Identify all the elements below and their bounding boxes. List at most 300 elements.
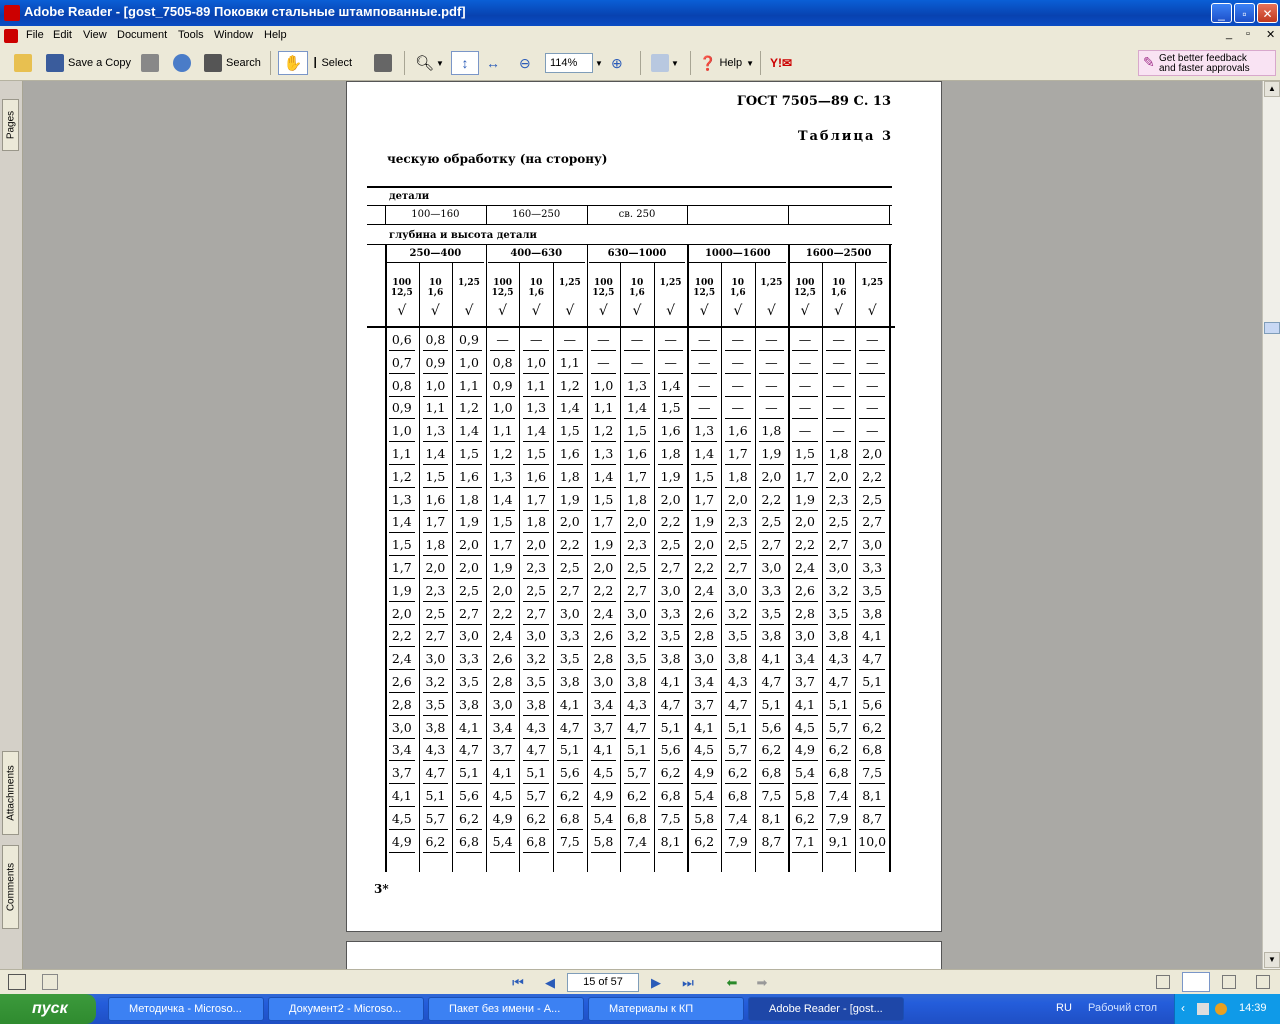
tab-comments[interactable] <box>2 845 19 929</box>
table-cell: 1,8 <box>559 468 580 484</box>
menu-edit[interactable]: Edit <box>53 29 72 41</box>
table-cell: 7,4 <box>828 788 849 803</box>
cell-underline <box>523 852 549 853</box>
hand-icon: ✋ <box>283 55 303 72</box>
cell-underline <box>423 852 449 853</box>
table-cell: 2,2 <box>694 560 715 575</box>
cell-underline <box>792 350 818 351</box>
cell-underline <box>591 669 617 670</box>
cell-underline <box>523 373 549 374</box>
table-cell: 4,7 <box>828 674 849 689</box>
cell-underline <box>490 418 516 419</box>
cell-underline <box>557 669 583 670</box>
cell-underline <box>490 760 516 761</box>
table-cell: 2,7 <box>862 514 883 530</box>
table-cell: 3,5 <box>425 696 446 712</box>
table-cell: — <box>697 377 711 393</box>
table-cell: — <box>731 354 745 370</box>
cell-underline <box>725 669 751 670</box>
table-cell: 1,6 <box>660 423 681 439</box>
close-button[interactable]: ✕ <box>1257 3 1278 23</box>
sub-column-header: 12,5 <box>390 288 413 298</box>
last-page-button[interactable]: ⏭ <box>682 975 694 990</box>
rotate-button[interactable] <box>651 51 679 75</box>
cell-underline <box>523 646 549 647</box>
cell-underline <box>490 510 516 511</box>
zoom-out-button[interactable] <box>519 51 531 75</box>
table-cell: 7,5 <box>660 810 681 826</box>
cell-underline <box>389 852 415 853</box>
table-cell: 1,1 <box>492 423 513 439</box>
cell-underline <box>490 715 516 716</box>
table-cell: 0,9 <box>391 400 412 416</box>
cell-underline <box>859 715 885 716</box>
cell-underline <box>591 510 617 511</box>
taskbar-item-word1[interactable]: Методичка - Microso... <box>108 997 264 1021</box>
table-cell: 1,7 <box>795 468 815 484</box>
taskbar-item-adobe[interactable]: Adobe Reader - [gost... <box>748 997 904 1021</box>
table-cell: 3,0 <box>727 582 748 598</box>
table-rule <box>689 262 786 263</box>
table-cell: 2,0 <box>627 514 647 530</box>
title-bar <box>0 0 1280 26</box>
table-cell: 2,4 <box>694 582 715 598</box>
print-icon <box>141 54 159 72</box>
table-cell: 4,3 <box>627 696 647 712</box>
zoom-in-tool-button[interactable] <box>415 51 444 75</box>
taskbar-item-word2[interactable]: Документ2 - Microso... <box>268 997 424 1021</box>
table-cell: 5,1 <box>559 742 580 758</box>
cell-underline <box>759 555 785 556</box>
table-cell: 4,9 <box>492 810 513 826</box>
table-cell: 1,6 <box>526 468 547 484</box>
cell-underline <box>725 464 751 465</box>
table-cell: 5,6 <box>559 765 580 781</box>
row-label: глубина и высота детали <box>389 230 537 241</box>
status-bar <box>0 969 1280 995</box>
panel-toggle-icon[interactable] <box>8 974 26 990</box>
cell-underline <box>557 783 583 784</box>
column-group-label: 1000—1600 <box>704 248 771 259</box>
cell-underline <box>523 829 549 830</box>
table-cell: 3,5 <box>727 628 748 644</box>
table-cell: 1,3 <box>526 400 547 416</box>
go-forward-button[interactable]: ➡ <box>756 975 768 990</box>
column-group-label: 100—160 <box>411 209 460 220</box>
table-cell: 1,5 <box>459 446 479 461</box>
cell-underline <box>691 487 717 488</box>
menu-document[interactable]: Document <box>117 29 168 41</box>
menu-help[interactable]: Help <box>264 29 287 41</box>
cell-underline <box>859 373 885 374</box>
table-cell: 7,5 <box>862 765 883 781</box>
table-cell: 2,5 <box>862 491 883 507</box>
cell-underline <box>456 692 482 693</box>
single-page-icon[interactable] <box>1156 975 1170 989</box>
cell-underline <box>725 829 751 830</box>
cell-underline <box>691 601 717 602</box>
cell-underline <box>557 464 583 465</box>
table-cell: 2,2 <box>391 628 412 644</box>
cell-underline <box>591 578 617 579</box>
snapshot-button[interactable] <box>374 51 392 75</box>
table-cell: 4,1 <box>862 628 883 644</box>
table-label: Таблица 3 <box>797 129 893 144</box>
table-cell: 2,8 <box>694 628 715 644</box>
start-button[interactable]: пуск <box>0 994 96 1024</box>
cell-underline <box>792 829 818 830</box>
cell-underline <box>859 646 885 647</box>
cell-underline <box>826 692 852 693</box>
table-divider <box>687 205 688 224</box>
scroll-thumb[interactable] <box>1264 322 1280 334</box>
cell-underline <box>624 578 650 579</box>
table-cell: 4,1 <box>660 674 681 689</box>
cell-underline <box>859 487 885 488</box>
tray-arrow-icon[interactable]: ‹ <box>1181 1001 1185 1015</box>
tab-pages-label: Pages <box>5 110 16 140</box>
binoculars-icon <box>204 54 222 72</box>
document-viewport[interactable] <box>23 81 1262 969</box>
table-cell: 1,5 <box>627 423 647 439</box>
email-button[interactable] <box>173 51 191 75</box>
sub-column-header: 12,5 <box>592 288 615 298</box>
desktop-toolbar[interactable]: Рабочий стол <box>1088 1002 1158 1014</box>
table-cell: 4,1 <box>559 696 580 712</box>
menu-window[interactable]: Window <box>214 29 254 41</box>
table-cell: 3,5 <box>761 605 782 621</box>
cell-underline <box>624 464 650 465</box>
toolbar-separator <box>270 51 271 75</box>
facing-icon[interactable] <box>1256 975 1270 989</box>
table-cell: 3,0 <box>559 605 580 621</box>
cell-underline <box>759 487 785 488</box>
vertical-scrollbar[interactable] <box>1262 81 1280 969</box>
select-tool-button[interactable] <box>313 51 352 75</box>
cell-underline <box>490 601 516 602</box>
table-cell: 6,2 <box>425 833 446 849</box>
cell-underline <box>624 646 650 647</box>
table-cell: 1,8 <box>660 446 681 461</box>
cell-underline <box>759 760 785 761</box>
cell-underline <box>591 350 617 351</box>
table-cell: 3,2 <box>526 651 547 667</box>
sub-column-header: 100 <box>694 278 714 288</box>
cell-underline <box>691 715 717 716</box>
table-cell: 2,5 <box>828 514 849 530</box>
menu-view[interactable]: View <box>83 29 107 41</box>
table-cell: — <box>697 354 711 370</box>
table-cell: 4,1 <box>459 719 479 735</box>
next-page-button[interactable]: ▶ <box>651 975 661 990</box>
taskbar-item-package[interactable]: Пакет без имени - А... <box>428 997 584 1021</box>
table-cell: 1,6 <box>627 446 647 461</box>
tab-pages[interactable] <box>2 99 19 151</box>
cell-underline <box>389 601 415 602</box>
document-icon[interactable] <box>4 29 18 43</box>
cell-underline <box>624 624 650 625</box>
table-cell: 6,8 <box>459 833 479 849</box>
table-cell: 5,7 <box>828 719 849 735</box>
page-footer: 3* <box>374 882 389 896</box>
table-rule <box>367 224 892 225</box>
table-cell: 6,8 <box>627 810 647 826</box>
cell-underline <box>658 852 684 853</box>
table-cell: 4,7 <box>660 696 681 712</box>
cell-underline <box>759 624 785 625</box>
cell-underline <box>389 464 415 465</box>
cell-underline <box>759 532 785 533</box>
search-label: Search <box>226 57 261 69</box>
table-cell: 9,1 <box>828 833 849 849</box>
cell-underline <box>658 464 684 465</box>
table-cell: — <box>664 332 677 347</box>
column-group-label: 250—400 <box>409 248 462 259</box>
table-cell: 3,2 <box>727 605 748 621</box>
browser-icon[interactable] <box>1215 1003 1227 1015</box>
table-caption: ческую обработку (на сторону) <box>387 152 608 166</box>
table-cell: — <box>765 377 778 393</box>
taskbar-item-folder[interactable]: Материалы к КП <box>588 997 744 1021</box>
zoom-input[interactable]: 114% <box>545 53 593 73</box>
table-divider <box>889 244 891 872</box>
feedback-banner[interactable] <box>1138 50 1276 76</box>
table-cell: 2,2 <box>795 537 815 553</box>
cell-underline <box>826 624 852 625</box>
cell-underline <box>859 396 885 397</box>
table-rule <box>387 262 484 263</box>
scroll-down-arrow[interactable]: ▼ <box>1264 952 1280 968</box>
cell-underline <box>624 510 650 511</box>
sub-column-header: 100 <box>593 278 613 288</box>
maximize-button[interactable]: ▫ <box>1234 3 1255 23</box>
table-cell: 5,4 <box>492 833 513 849</box>
table-cell: 1,2 <box>459 400 479 416</box>
table-cell: 1,1 <box>593 400 614 416</box>
table-cell: 2,0 <box>459 560 479 575</box>
doc-close-button[interactable]: ✕ <box>1266 29 1276 41</box>
sub-column-header: 1,25 <box>861 278 884 288</box>
page-icon[interactable] <box>42 974 58 990</box>
fit-width-button[interactable] <box>486 51 500 75</box>
first-page-button[interactable]: ⏮ <box>512 975 524 990</box>
table-cell: 1,7 <box>694 491 715 507</box>
cell-underline <box>490 738 516 739</box>
cell-underline <box>557 373 583 374</box>
table-cell: 6,2 <box>559 788 580 803</box>
cell-underline <box>389 510 415 511</box>
chevron-down-icon: ▼ <box>746 58 754 68</box>
sub-column-header: 1,25 <box>558 278 581 288</box>
zoom-in-button[interactable] <box>611 51 623 75</box>
table-cell: 2,0 <box>526 537 547 553</box>
table-cell: — <box>798 423 812 439</box>
table-cell: 4,9 <box>694 765 715 781</box>
cell-underline <box>490 852 516 853</box>
table-cell: 7,4 <box>627 833 647 849</box>
page-header: ГОСТ 7505—89 С. 13 <box>736 94 891 109</box>
table-cell: 5,8 <box>593 833 614 849</box>
roughness-icon: √ <box>565 303 575 319</box>
table-cell: 1,5 <box>795 446 815 461</box>
table-cell: 2,0 <box>559 514 580 530</box>
open-button[interactable] <box>14 51 32 75</box>
table-cell: 4,7 <box>727 696 748 712</box>
cell-underline <box>523 715 549 716</box>
table-cell: — <box>765 400 778 416</box>
table-cell: 1,2 <box>559 377 580 393</box>
yahoo-button[interactable] <box>770 51 792 75</box>
table-cell: 1,0 <box>391 423 412 439</box>
window-title: Adobe Reader - [gost_7505-89 Поковки стальные штампованные.pdf] <box>24 4 466 19</box>
language-indicator[interactable]: RU <box>1056 1002 1072 1014</box>
cell-underline <box>423 829 449 830</box>
scroll-up-arrow[interactable]: ▲ <box>1264 81 1280 97</box>
roughness-icon: √ <box>598 303 608 319</box>
minimize-button[interactable]: _ <box>1211 3 1232 23</box>
cell-underline <box>389 715 415 716</box>
print-button[interactable] <box>141 51 159 75</box>
cell-underline <box>389 555 415 556</box>
table-cell: 5,8 <box>795 788 815 803</box>
cell-underline <box>423 669 449 670</box>
table-cell: 1,7 <box>727 446 748 461</box>
cell-underline <box>523 418 549 419</box>
cell-underline <box>658 350 684 351</box>
save-icon <box>46 54 64 72</box>
table-cell: 1,5 <box>694 468 715 484</box>
table-cell: 3,8 <box>862 605 883 621</box>
cell-underline <box>591 418 617 419</box>
table-cell: 2,7 <box>660 560 681 575</box>
hand-tool-button[interactable] <box>278 51 308 75</box>
cell-underline <box>456 441 482 442</box>
zoom-dropdown[interactable] <box>595 51 603 75</box>
cell-underline <box>759 464 785 465</box>
table-cell: 1,9 <box>761 446 782 461</box>
cell-underline <box>826 510 852 511</box>
cell-underline <box>658 487 684 488</box>
table-cell: 6,2 <box>694 833 715 849</box>
cell-underline <box>658 624 684 625</box>
table-cell: — <box>765 354 778 370</box>
table-cell: 6,8 <box>660 788 681 803</box>
table-cell: — <box>697 400 711 416</box>
cell-underline <box>826 829 852 830</box>
roughness-icon: √ <box>867 303 877 319</box>
cell-underline <box>523 396 549 397</box>
table-cell: 1,3 <box>391 491 412 507</box>
continuous-icon[interactable] <box>1182 972 1210 992</box>
cell-underline <box>792 396 818 397</box>
cell-underline <box>624 396 650 397</box>
email-icon <box>173 54 191 72</box>
row-label: детали <box>389 191 430 202</box>
pen-icon: ✎ <box>1143 54 1155 70</box>
save-copy-label: Save a Copy <box>68 57 131 69</box>
tab-comments-label: Comments <box>5 862 16 912</box>
cell-underline <box>456 715 482 716</box>
table-cell: 2,0 <box>862 446 883 461</box>
cell-underline <box>389 669 415 670</box>
table-cell: 3,5 <box>828 605 849 621</box>
cell-underline <box>859 806 885 807</box>
cell-underline <box>423 738 449 739</box>
cell-underline <box>389 760 415 761</box>
cell-underline <box>792 715 818 716</box>
cell-underline <box>691 555 717 556</box>
table-cell: 1,6 <box>727 423 748 439</box>
menu-file[interactable]: File <box>26 29 44 41</box>
search-button[interactable] <box>204 51 261 75</box>
cell-underline <box>557 692 583 693</box>
cell-underline <box>523 487 549 488</box>
tab-attachments[interactable] <box>2 751 19 835</box>
table-cell: 1,8 <box>727 468 748 484</box>
help-button[interactable] <box>699 51 754 75</box>
table-cell: 3,7 <box>795 674 815 689</box>
cell-underline <box>456 578 482 579</box>
cell-underline <box>759 806 785 807</box>
page-number-input[interactable]: 15 of 57 <box>567 973 639 992</box>
roughness-icon: √ <box>699 303 709 319</box>
cell-underline <box>658 555 684 556</box>
table-cell: 1,3 <box>492 468 513 484</box>
continuous-facing-icon[interactable] <box>1222 975 1236 989</box>
magnifier-icon: 🔍︎ <box>415 55 435 72</box>
cell-underline <box>389 373 415 374</box>
previous-page-button[interactable]: ◀ <box>545 975 555 990</box>
cell-underline <box>658 760 684 761</box>
go-back-button[interactable]: ⬅ <box>726 975 738 990</box>
doc-restore-button[interactable]: ▫ <box>1246 28 1250 40</box>
cell-underline <box>624 441 650 442</box>
table-cell: 2,5 <box>526 582 547 598</box>
table-cell: 6,8 <box>828 765 849 781</box>
cell-underline <box>557 487 583 488</box>
table-cell: 1,5 <box>391 537 412 553</box>
table-cell: 7,5 <box>761 788 782 803</box>
menu-bar <box>0 26 1280 47</box>
doc-minimize-button[interactable]: _ <box>1226 28 1233 40</box>
table-cell: 1,4 <box>660 377 681 393</box>
table-cell: 1,1 <box>526 377 547 393</box>
cell-underline <box>759 396 785 397</box>
table-cell: 8,7 <box>761 833 782 849</box>
table-cell: 1,7 <box>391 560 412 575</box>
table-divider <box>587 205 588 224</box>
table-cell: 5,1 <box>862 674 883 689</box>
table-cell: 3,3 <box>459 651 479 667</box>
fit-page-button[interactable] <box>451 51 479 75</box>
cell-underline <box>423 555 449 556</box>
table-cell: 1,1 <box>425 400 446 416</box>
cell-underline <box>423 715 449 716</box>
table-cell: 1,8 <box>627 491 647 507</box>
cell-underline <box>523 806 549 807</box>
table-cell: 1,0 <box>425 377 446 393</box>
table-cell: 5,7 <box>727 742 748 758</box>
cell-underline <box>591 441 617 442</box>
menu-tools[interactable]: Tools <box>178 29 204 41</box>
table-cell: 1,3 <box>593 446 614 461</box>
table-cell: — <box>630 332 644 347</box>
cell-underline <box>792 578 818 579</box>
tray-app-icon[interactable] <box>1197 1003 1209 1015</box>
table-cell: 3,0 <box>391 719 412 735</box>
cell-underline <box>490 669 516 670</box>
save-copy-button[interactable] <box>46 51 131 75</box>
